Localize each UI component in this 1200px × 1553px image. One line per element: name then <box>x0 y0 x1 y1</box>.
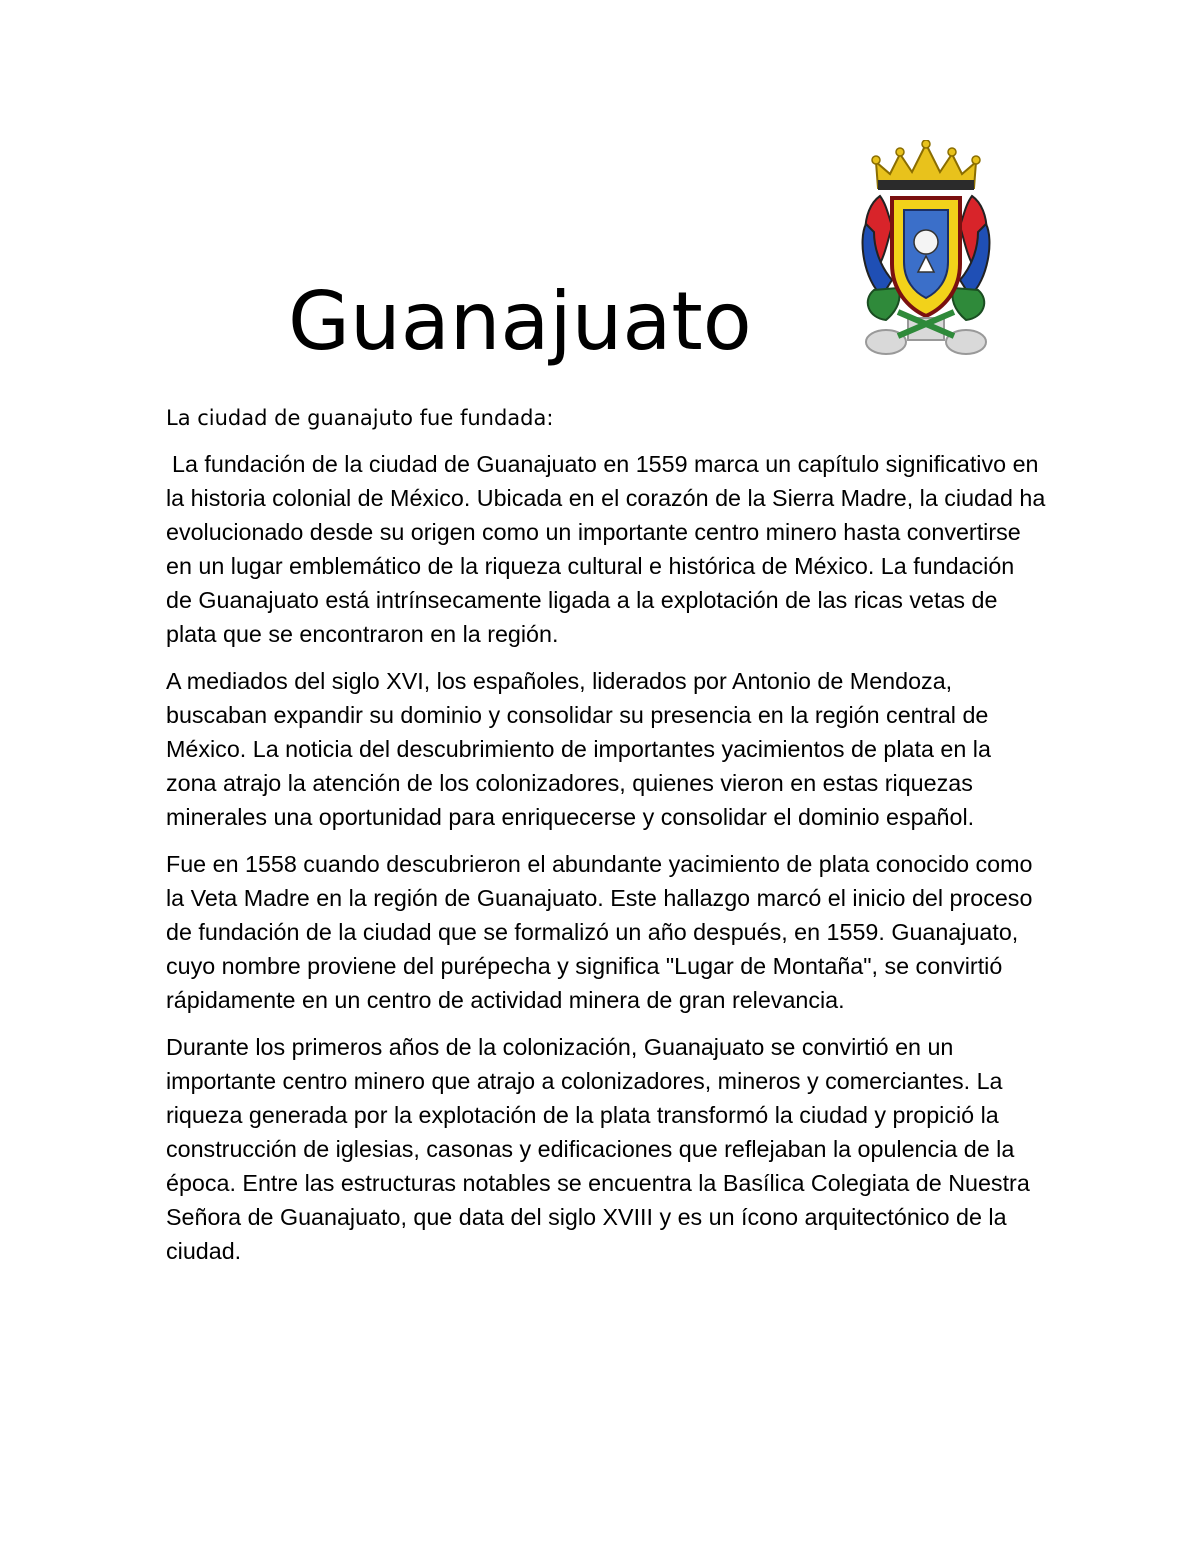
document-subtitle: La ciudad de guanajuto fue fundada: <box>166 406 554 430</box>
guanajuato-coat-of-arms-icon <box>858 140 994 364</box>
paragraph-1: La fundación de la ciudad de Guanajuato en 1559 marca un capítulo significativo en la historia colonial de México. Ubicada en el corazón de la Sierra Madre, la ciudad ha evolucionado desde su origen como un importante centro minero hasta convertirse en un lugar emblemático de la riqueza cultural e histórica de México. La fundación de Guanajuato está intrínsecamente ligada a la explotación de las ricas vetas de plata que se encontraron en la región. <box>166 451 1046 647</box>
paragraph-3: Fue en 1558 cuando descubrieron el abundante yacimiento de plata conocido como la Veta Madre en la región de Guanajuato. Este hallazgo marcó el inicio del proceso de fundación de la ciudad que se formalizó un año después, en 1559. Guanajuato, cuyo nombre proviene del purépecha y significa "Lugar de Montaña", se convirtió rápidamente en un centro de actividad minera de gran relevancia. <box>166 851 1033 1013</box>
document-title: Guanajuato <box>288 275 752 368</box>
paragraph-2: A mediados del siglo XVI, los españoles, liderados por Antonio de Mendoza, buscaban expandir su dominio y consolidar su presencia en la región central de México. La noticia del descubrimiento de importantes yacimientos de plata en la zona atrajo la atención de los colonizadores, quienes vieron en estas riquezas minerales una oportunidad para enriquecerse y consolidar el dominio español. <box>166 668 991 830</box>
document-body <box>166 447 1046 1281</box>
paragraph-4: Durante los primeros años de la colonización, Guanajuato se convirtió en un importante centro minero que atrajo a colonizadores, mineros y comerciantes. La riqueza generada por la explotación de la plata transformó la ciudad y propició la construcción de iglesias, casonas y edificaciones que reflejaban la opulencia de la época. Entre las estructuras notables se encuentra la Basílica Colegiata de Nuestra Señora de Guanajuato, que data del siglo XVIII y es un ícono arquitectónico de la ciudad. <box>166 1034 1030 1264</box>
